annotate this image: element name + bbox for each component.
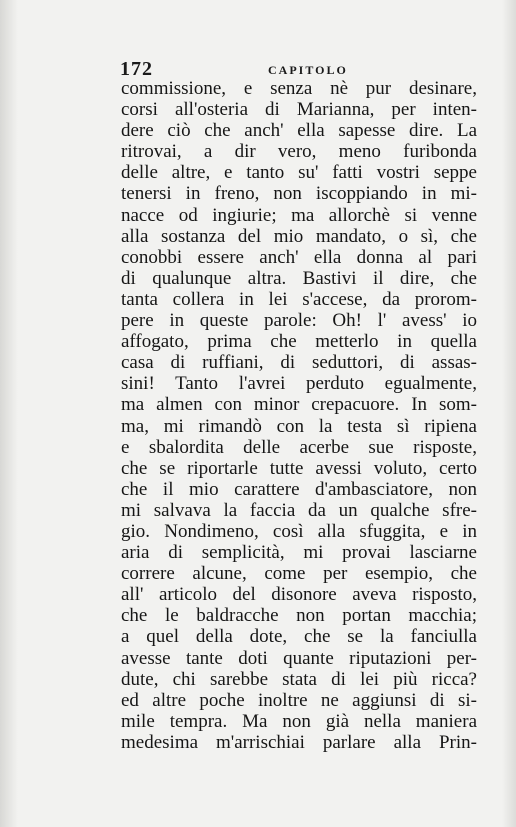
text-line: delle altre, e tanto su' fatti vostri seppe (121, 162, 477, 184)
page-header (120, 58, 484, 80)
text-line: tanta collera in lei s'accese, da prorom- (121, 288, 477, 310)
running-head: CAPITOLO (268, 63, 348, 77)
text-line: aria di semplicità, mi provai lasciarne (121, 542, 477, 564)
text-line: conobbi essere anch' ella donna al pari (121, 246, 477, 268)
text-line: ritrovai, a dir vero, meno furibonda (121, 141, 477, 163)
text-line: ma almen con minor crepacuore. In som- (121, 394, 477, 416)
text-line: di qualunque altra. Bastivi il dire, che (121, 267, 477, 289)
page-number: 172 (120, 58, 153, 80)
text-line: dute, chi sarebbe stata di lei più ricca? (121, 668, 477, 690)
text-line: e sbalordita delle acerbe sue risposte, (121, 436, 477, 458)
text-line: che le baldracche non portan macchia; (121, 605, 477, 627)
text-line: medesima m'arrischiai parlare alla Prin- (121, 731, 477, 753)
text-line: tenersi in freno, non iscoppiando in mi- (121, 183, 477, 205)
text-line: gio. Nondimeno, così alla sfuggita, e in (121, 520, 477, 542)
text-line: casa di ruffiani, di seduttori, di assas- (121, 352, 477, 374)
text-line: mi salvava la faccia da un qualche sfre- (121, 499, 477, 521)
text-line: che se riportarle tutte avessi voluto, certo (121, 457, 477, 479)
text-line: alla sostanza del mio mandato, o sì, che (121, 225, 477, 247)
text-line: affogato, prima che metterlo in quella (121, 331, 477, 353)
text-line: corsi all'osteria di Marianna, per inten- (121, 99, 477, 121)
text-line: commissione, e senza nè pur desinare, (121, 78, 477, 99)
text-line: nacce od ingiurie; ma allorchè si venne (121, 204, 477, 226)
text-line: all' articolo del disonore aveva risposto, (121, 584, 477, 606)
text-line: che il mio carattere d'ambasciatore, non (121, 478, 477, 500)
text-line: a quel della dote, che se la fanciulla (121, 626, 477, 648)
text-line: mile tempra. Ma non già nella maniera (121, 710, 477, 732)
text-line: ed altre poche inoltre ne aggiunsi di si- (121, 689, 477, 711)
text-line: pere in queste parole: Oh! l' avess' io (121, 310, 477, 332)
text-line: avesse tante doti quante riputazioni per- (121, 647, 477, 669)
body-text (121, 78, 477, 753)
text-line: ma, mi rimandò con la testa sì ripiena (121, 415, 477, 437)
text-line: dere ciò che anch' ella sapesse dire. La (121, 120, 477, 142)
text-line: sini! Tanto l'avrei perduto egualmente, (121, 373, 477, 395)
text-line: correre alcune, come per esempio, che (121, 563, 477, 585)
